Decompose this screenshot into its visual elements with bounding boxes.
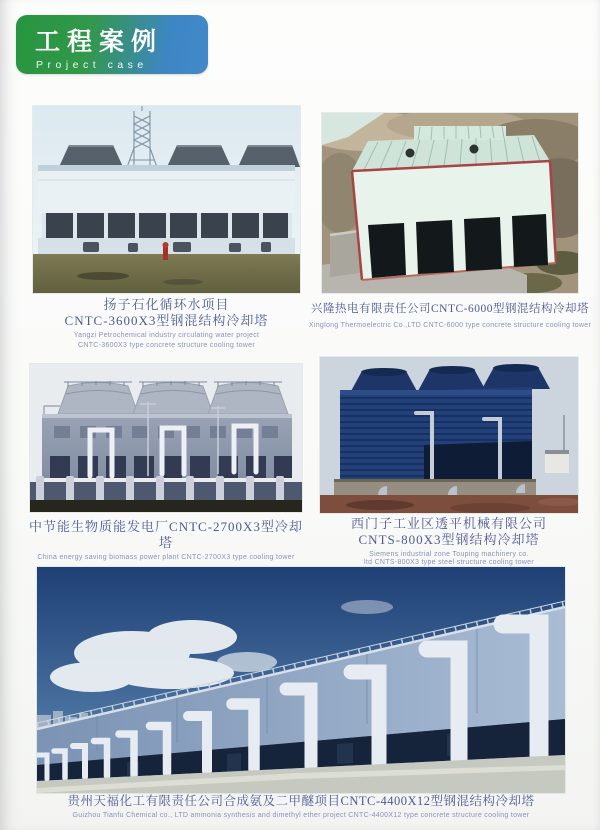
photo-yangzi — [33, 106, 300, 293]
caption-line-cn: CNTC-3600X3型钢混结构冷却塔 — [64, 313, 269, 329]
photo-siemens — [320, 357, 578, 513]
siemens-cooling-tower-image — [320, 357, 578, 513]
caption-line-cn: 兴隆热电有限责任公司CNTC-6000型钢混结构冷却塔 — [311, 303, 589, 315]
guizhou-cooling-tower-image — [37, 567, 565, 793]
photo-biomass — [30, 364, 302, 512]
photo-guizhou — [37, 567, 565, 793]
page-title: 工程案例 — [35, 29, 164, 56]
caption-line-en: Siemens industrial zone Touping machinery co. — [369, 550, 529, 558]
caption-xinglong — [308, 302, 592, 331]
xinglong-cooling-tower-image — [322, 113, 578, 293]
caption-line-cn: CNTS-800X3型钢结构冷却塔 — [358, 532, 540, 548]
page-subtitle: Project case — [36, 59, 148, 71]
caption-line-cn: 中节能生物质能发电厂CNTC-2700X3型冷却塔 — [29, 519, 303, 551]
caption-line-en: Xinglong Thermoelectric Co.,LTD CNTC-6000 type concrete structure cooling tower — [308, 322, 592, 330]
header-banner — [16, 15, 208, 74]
caption-biomass — [24, 519, 308, 562]
caption-line-en: Yangzi Petrochemical industry circulating water project — [73, 331, 260, 339]
caption-guizhou — [37, 794, 565, 820]
photo-xinglong — [322, 113, 578, 293]
caption-yangzi — [33, 297, 300, 351]
caption-line-en: CNTC-3600X3 type concrete structure cooling tower — [78, 342, 255, 350]
caption-line-cn: 贵州天福化工有限责任公司合成氨及二甲醚项目CNTC-4400X12型钢混结构冷却塔 — [67, 794, 535, 808]
biomass-cooling-tower-image — [30, 364, 302, 512]
caption-line-en: Guizhou Tianfu Chemical co., LTD ammonia synthesis and dimethyl ether project CNTC-4400X12 type concrete structure cooling tower — [72, 811, 530, 819]
caption-line-cn: 西门子工业区透平机械有限公司 — [350, 516, 547, 531]
caption-line-en: ltd CNTS-800X3 type steel structure cooling tower — [364, 559, 534, 567]
caption-line-cn: 扬子石化循环水项目 — [103, 297, 230, 312]
yangzi-cooling-tower-image — [33, 106, 300, 293]
caption-line-en: China energy saving biomass power plant CNTC-2700X3 type cooling tower — [37, 553, 295, 561]
caption-siemens — [320, 516, 578, 568]
